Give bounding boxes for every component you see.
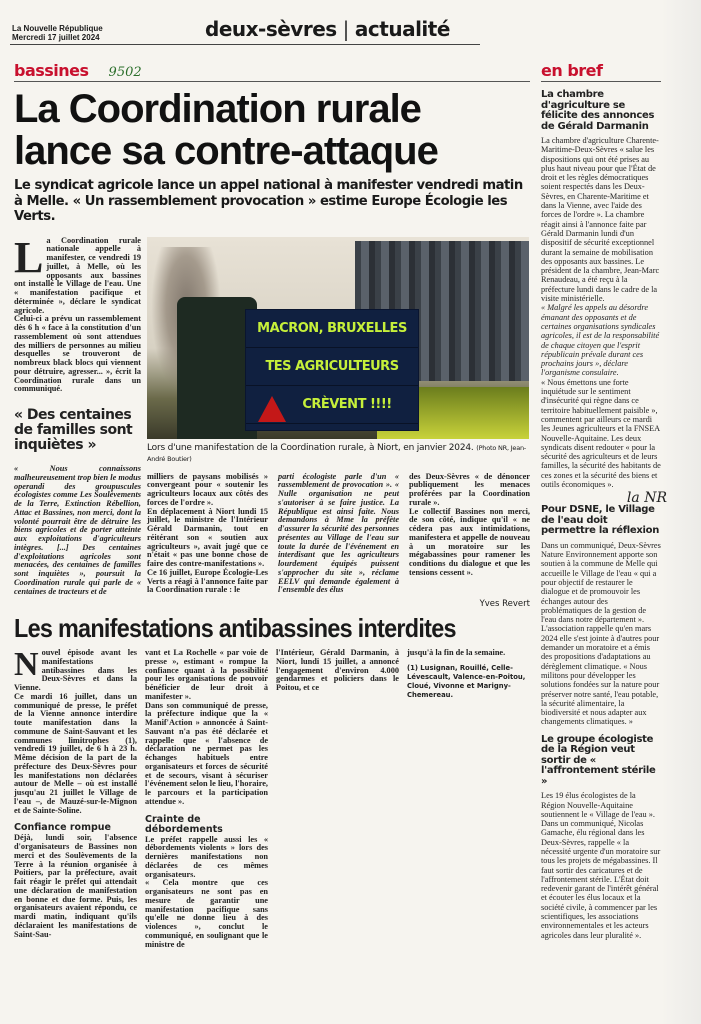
article2-column-4 <box>407 649 530 700</box>
article-headline <box>14 88 530 172</box>
sign-line: CRÈVENT !!!! <box>246 386 418 424</box>
photo-credit: (Photo NR, Jean-André Boutier) <box>147 443 527 463</box>
subsection-name: actualité <box>354 17 450 41</box>
handwritten-number: 9502 <box>108 65 142 80</box>
paragraph: En déplacement à Niort lundi 15 juillet, le ministre de l'Intérieur Gérald Darmanin, tout en réitérant son « soutien aux agriculteurs », avait jugé que ce n'était « pas une bonne chose de faire des contre-manifestations ». <box>147 506 268 568</box>
intertitle: « Des centaines de familles sont inquiètes » <box>14 407 133 453</box>
main-content <box>14 62 530 949</box>
article-body <box>14 232 530 610</box>
section-divider: | <box>342 17 349 41</box>
handwritten-initials: la NR <box>626 490 667 507</box>
masthead <box>10 0 480 45</box>
photo-and-columns <box>147 237 530 610</box>
paragraph: « Nous connaissons malheureusement trop bien le modus operandi des groupuscules écologistes comme Les Soulèvements de la Terre, Extinction Rébellion, Attac et Bassines, non merci, dont la volonté pourrait être de détruire les biens agricoles et de porter atteinte aux exploitations d'agriculteurs intègres. [...] Des centaines d'exploitations agricoles sont menacées, des centaines de familles sont inquiètes », poursuit la Coordination rurale qui parle de « centaines de tracteurs et de <box>14 464 141 596</box>
brief-title: Pour DSNE, le Village de l'eau doit permettre la réflexion <box>541 504 660 537</box>
article-columns <box>147 473 530 596</box>
paragraph: jusqu'à la fin de la semaine. <box>407 648 506 657</box>
article-byline: Yves Revert <box>479 599 530 609</box>
footnote: (1) Lusignan, Rouillé, Celle-Lévescault, Valence-en-Poitou, Cloué, Vivonne et Marigny-Chemereau. <box>407 663 526 699</box>
article2-body <box>14 646 530 949</box>
article2-column-1 <box>14 646 137 939</box>
brief-title: La chambre d'agriculture se félicite des annonces de Gérald Darmanin <box>541 89 655 132</box>
article-kicker: bassines <box>14 61 89 80</box>
protest-sign <box>245 309 419 431</box>
paragraph: Les 19 élus écologistes de la Région Nouvelle-Aquitaine soutiennent le « Village de l'eau ». Dans un communiqué, Nicolas Gamache, élu régional dans les Deux-Sèvres, rappelle « la nécessité urgente d'un moratoire sur tous les projets de mégabassines. Il faut sortir des caricatures et de l'affrontement stérile. L'État doit redevenir garant de l'intérêt général et écouter les élus locaux et la société civile, à commencer par les scientifiques, les associations environnementales et les acteurs agricoles dans leur pluralité ». <box>541 791 661 940</box>
article-column-2 <box>147 473 268 596</box>
publication-info <box>12 24 103 42</box>
caption-text: Lors d'une manifestation de la Coordination rurale, à Niort, en janvier 2024. <box>147 442 474 453</box>
article2-column-3 <box>276 649 399 693</box>
paragraph: La chambre d'agriculture Charente-Maritime-Deux-Sèvres « salue les dispositions qui ont été prises au plus haut niveau pour que l'État de droit et les règles démocratiques soient respectés dans les Deux-Sèvres, en Charente-Maritime et dans la Vienne, avec l'aide des forces de l'ordre ». La chambre réagit ainsi à l'annonce faite par Gérald Darmanin lundi d'un dispositif de sécurité exceptionnel durant la semaine de mobilisation des opposants aux bassines. Le président de la chambre, Jean-Marc Renaudeau, a été reçu à la préfecture lundi dans le cadre de la visite ministérielle. <box>541 136 660 304</box>
article-column-1 <box>14 232 141 597</box>
paragraph: « Cela montre que ces organisateurs ne sont pas en mesure de garantir une manifestation pacifique sans qu'elle ne donne lieu à des violences », conclut le communiqué, en soulignant que le ministre de <box>145 878 268 949</box>
paragraph: des Deux-Sèvres « de dénoncer publiquement les menaces proférées par la Coordination rurale ». <box>409 471 530 507</box>
paragraph: « Nous émettons une forte inquiétude sur le sentiment d'insécurité qui règne dans ce territoire habituellement paisible », commentent par ailleurs ce mardi les Jeunes agriculteurs et la FNSEA Nouvelle-Aquitaine. Les deux syndicats disent redouter « pour la sécurité des agriculteurs et de leurs familles, la sécurité des habitants de ces zones et la sécurité des biens et outils économiques ». <box>541 377 661 489</box>
kicker-row <box>541 62 661 82</box>
publication-date: Mercredi 17 juillet 2024 <box>12 33 100 42</box>
paragraph: Déjà, lundi soir, l'absence d'organisateurs de Bassines non merci et des Soulèvements de la Terre à la réunion organisée à Poitiers, par la préfecture, avait fait réagir le préfet qui attendait une déclaration de manifestation en bonne et due forme. Puis, les organisateurs avaient répondu, ce mardi matin, indiquant qu'ils déclaraient les manifestations de Saint-Sau- <box>14 833 137 939</box>
headline-line: La Coordination rurale <box>14 87 421 131</box>
kicker-row <box>14 62 530 82</box>
paper-edge <box>661 0 701 1024</box>
warning-triangle-icon <box>258 396 286 422</box>
article2-column-2 <box>145 649 268 949</box>
paragraph: vant et La Rochelle « par voie de presse », estimant « rompue la confiance quant à la possibilité pour les organisations de pouvoir bénéficier de leur droit à manifester ». <box>145 648 268 701</box>
paragraph: Ce mardi 16 juillet, dans un communiqué de presse, le préfet de la Vienne annonce interdire toute manifestation dans la commune de Saint-Sauvant et les communes limitrophes (1), vendredi 19 juillet, de 6 h à 23 h. Même décision de la part de la préfecture des Deux-Sèvres pour les manifestations non déclarées autour de Melle – où est installé jusqu'au 21 juillet le Village de l'eau –, de Mauzé-sur-le-Mignon et de Sainte-Soline. <box>14 691 137 815</box>
photo-caption <box>147 443 530 465</box>
sign-line: MACRON, BRUXELLES <box>246 310 418 348</box>
paragraph: Le préfet rappelle aussi les « débordements violents » lors des dernières manifestations non déclarées de ces mêmes organisateurs. <box>145 834 268 879</box>
article-column-3 <box>278 473 399 596</box>
paragraph: Ce 16 juillet, Europe Écologie-Les Verts a réagi à l'annonce faite par la Coordination rurale : le <box>147 567 268 595</box>
paragraph: ouvel épisode avant les manifestations antibassines dans les Deux-Sèvres et dans la Vienne. <box>14 648 137 692</box>
paragraph: Le collectif Bassines non merci, de son côté, indique qu'il « ne cédera pas aux intimidations, manifestera et appelle de nouveau à un moratoire sur les mégabassines pour ramener les conditions du dialogue et que les tensions cessent ». <box>409 506 530 577</box>
headline-line: lance sa contre-attaque <box>14 129 438 173</box>
drop-cap: L <box>14 232 44 282</box>
subheading: Confiance rompue <box>14 822 111 834</box>
drop-cap: N <box>14 646 39 683</box>
paragraph: milliers de paysans mobilisés » convergeant pour « soutenir les agriculteurs locaux aux côtés des forces de l'ordre ». <box>147 471 268 507</box>
subheading: Crainte de débordements <box>145 813 223 835</box>
brief-item <box>541 490 667 727</box>
article2-headline: Les manifestations antibassines interdites <box>14 613 456 643</box>
paragraph: Dans un communiqué, Deux-Sèvres Nature Environnement apporte son soutien à la commune de Melle qui accueille le Village de l'eau « qui a pour objectif de restaurer le dialogue et de promouvoir les échanges autour des problématiques de la gestion de l'eau dans notre département ». L'association rappelle qu'en mars 2024 elle s'est jointe à d'autres pour demander un moratoire et a émis des propositions d'adaptations au dérèglement climatique. « Nous militons pour développer les solutions fondées sur la nature pour préserver notre santé, l'eau potable, la sécurité alimentaire, la biodiversité et nous adapter aux changements climatiques. » <box>541 540 661 727</box>
article-column-4 <box>409 473 530 578</box>
article-subhead: Le syndicat agricole lance un appel national à manifester vendredi matin à Melle. « Un rassemblement provocation » estime Europe Écologie les Verts. <box>14 178 523 224</box>
paragraph: Dans son communiqué de presse, la préfecture indique que la « Manif'Action » annoncée à Saint-Sauvant n'a pas été déclarée et rappelle que « l'absence de déclaration ne permet pas les échanges habituels entre organisateurs et forces de sécurité et de secours, visant à sécuriser l'événement selon le lieu, l'horaire, le parcours et la participation attendue ». <box>145 700 268 806</box>
brief-item <box>541 90 661 489</box>
article-photo <box>147 237 529 439</box>
paragraph: « Malgré les appels au désordre émanant des opposants et de certaines organisations syndicales agricoles, il est de la responsabilité de chaque citoyen que l'esprit républicain prévale durant ces prochains jours », déclare l'organisme consulaire. <box>541 303 660 378</box>
brief-title: Le groupe écologiste de la Région veut sortir de « l'affrontement stérile » <box>541 733 656 787</box>
sidebar-kicker: en bref <box>541 61 603 80</box>
en-bref-sidebar <box>541 61 667 940</box>
paragraph: a Coordination rurale nationale appelle à manifester, ce vendredi 19 juillet, à Melle, où les opposants aux bassines ont installé le Village de l'eau. Une « manifestation pacifique et déterminée », déclare le syndicat agricole. <box>14 235 141 315</box>
section-header <box>205 17 450 41</box>
paragraph: Celui-ci a prévu un rassemblement dès 6 h « face à la constitution d'un rassemblement où sont attendues des milliers de personnes au milieu desquelles se trouveront de nombreux black blocs qui viennent pour détruire, agresser... », écrit la Coordination rurale dans un communiqué. <box>14 314 141 394</box>
paragraph: parti écologiste parle d'un « rassemblement de provocation ». « Nulle organisation ne peut s'autoriser à se faire justice. La République est ainsi faite. Nous demandons à Mme la préfète d'assurer la sécurité des personnes présentes au Village de l'eau sur toute la durée de l'événement en interdisant que les agriculteurs lourdement équipés puissent s'approcher du site », réclame EELV qui demande également à l'ensemble des élus <box>278 471 399 595</box>
publication-name: La Nouvelle République <box>12 24 103 33</box>
brief-item <box>541 735 661 940</box>
paragraph: l'Intérieur, Gérald Darmanin, à Niort, lundi 15 juillet, a annoncé l'engagement d'environ 4.000 gendarmes et policiers dans le Poitou, et ce <box>276 648 399 692</box>
sign-line: TES AGRICULTEURS <box>246 348 418 386</box>
section-name: deux-sèvres <box>205 17 337 41</box>
